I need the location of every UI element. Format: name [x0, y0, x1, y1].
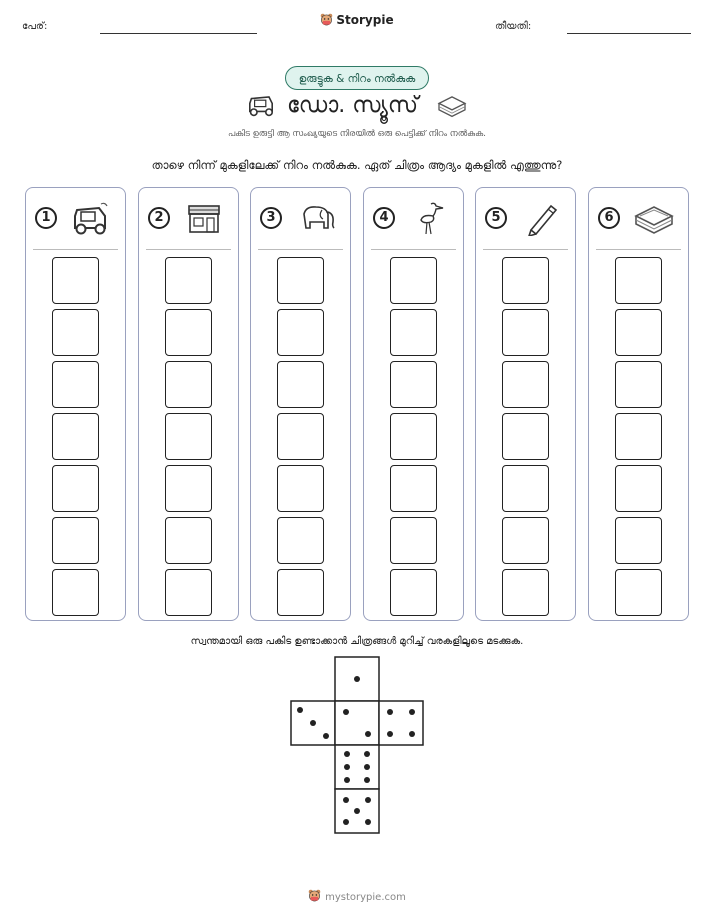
- color-box[interactable]: [502, 517, 549, 564]
- storypie-bear-icon: [320, 13, 333, 26]
- dice-pip: [387, 731, 393, 737]
- color-box[interactable]: [165, 361, 212, 408]
- date-label: തീയതി:: [495, 21, 532, 32]
- color-box[interactable]: [165, 309, 212, 356]
- dice-pip: [344, 751, 350, 757]
- name-line[interactable]: [100, 33, 257, 34]
- color-box[interactable]: [52, 465, 99, 512]
- color-box[interactable]: [277, 413, 324, 460]
- color-box[interactable]: [52, 257, 99, 304]
- dice-pip: [323, 733, 329, 739]
- dice-pip: [364, 777, 370, 783]
- color-box[interactable]: [615, 309, 662, 356]
- color-box[interactable]: [165, 257, 212, 304]
- dice-pip: [387, 709, 393, 715]
- dice-pip: [364, 751, 370, 757]
- column-divider: [258, 249, 343, 250]
- color-box[interactable]: [390, 517, 437, 564]
- boxing-ring-icon: [634, 200, 674, 236]
- column-divider: [483, 249, 568, 250]
- dice-pip: [354, 808, 360, 814]
- color-box[interactable]: [390, 309, 437, 356]
- brand-name: Storypie: [336, 13, 394, 27]
- pencil-icon: [521, 200, 561, 236]
- color-box[interactable]: [615, 361, 662, 408]
- color-box[interactable]: [615, 465, 662, 512]
- dice-pip: [354, 676, 360, 682]
- column-number: 1: [35, 207, 57, 229]
- dice-pip: [344, 777, 350, 783]
- color-box[interactable]: [502, 569, 549, 616]
- column-number: 6: [598, 207, 620, 229]
- column-3: [250, 187, 351, 621]
- worksheet-subtitle: പകിട ഉരുട്ടി ആ സംഖ്യയുടെ നിരയിൽ ഒരു പെട്ടിക്ക് നിറം നൽകുക.: [228, 129, 486, 139]
- dice-instruction: സ്വന്തമായി ഒരു പകിട ഉണ്ടാക്കാൻ ചിത്രങ്ങൾ മുറിച്ച് വരകളിലൂടെ മടക്കുക.: [190, 636, 524, 647]
- elephant-icon: [296, 200, 336, 236]
- storypie-bear-icon: [308, 889, 321, 902]
- color-box[interactable]: [390, 361, 437, 408]
- auto-rickshaw-icon: [245, 92, 277, 118]
- stork-icon: [409, 200, 449, 236]
- name-label: പേര്:: [22, 21, 48, 32]
- color-box[interactable]: [165, 569, 212, 616]
- color-box[interactable]: [390, 465, 437, 512]
- dice-net: [290, 656, 426, 836]
- column-5: [475, 187, 576, 621]
- dice-pip: [365, 731, 371, 737]
- color-box[interactable]: [615, 569, 662, 616]
- color-box[interactable]: [390, 413, 437, 460]
- date-line[interactable]: [567, 33, 691, 34]
- column-2: [138, 187, 239, 621]
- column-divider: [33, 249, 118, 250]
- footer-url[interactable]: mystorypie.com: [325, 892, 406, 903]
- column-divider: [371, 249, 456, 250]
- worksheet-title-row: [0, 92, 714, 118]
- color-box[interactable]: [502, 413, 549, 460]
- auto-rickshaw-icon: [71, 200, 111, 236]
- dice-pip: [344, 764, 350, 770]
- activity-badge: ഉരുട്ടുക & നിറം നൽകുക: [285, 66, 429, 90]
- color-box[interactable]: [277, 569, 324, 616]
- color-box[interactable]: [615, 413, 662, 460]
- dice-pip: [297, 707, 303, 713]
- dice-pip: [364, 764, 370, 770]
- dice-face-two: [335, 701, 379, 745]
- color-box[interactable]: [277, 361, 324, 408]
- color-box[interactable]: [277, 309, 324, 356]
- worksheet-question: താഴെ നിന്ന് മുകളിലേക്ക് നിറം നൽകുക. ഏത് ചിത്രം ആദ്യം മുകളിൽ എത്തുന്നു?: [151, 158, 563, 172]
- dice-pip: [343, 819, 349, 825]
- dice-pip: [365, 797, 371, 803]
- color-box[interactable]: [277, 517, 324, 564]
- color-box[interactable]: [390, 569, 437, 616]
- dice-pip: [343, 797, 349, 803]
- column-1: [25, 187, 126, 621]
- column-4: [363, 187, 464, 621]
- dice-face-four: [379, 701, 423, 745]
- dice-face-six: [335, 745, 379, 789]
- column-6: [588, 187, 689, 621]
- worksheet-title: ഡോ. സ്യൂസ്: [286, 93, 419, 118]
- column-divider: [146, 249, 231, 250]
- footer: [0, 889, 714, 903]
- column-number: 3: [260, 207, 282, 229]
- column-divider: [596, 249, 681, 250]
- color-box[interactable]: [165, 517, 212, 564]
- color-box[interactable]: [502, 465, 549, 512]
- boxing-ring-icon: [435, 92, 469, 118]
- column-number: 2: [148, 207, 170, 229]
- color-box[interactable]: [615, 257, 662, 304]
- color-box[interactable]: [502, 361, 549, 408]
- column-number: 5: [485, 207, 507, 229]
- color-box[interactable]: [390, 257, 437, 304]
- color-box[interactable]: [502, 257, 549, 304]
- shop-icon: [184, 200, 224, 236]
- color-box[interactable]: [277, 257, 324, 304]
- color-box[interactable]: [52, 309, 99, 356]
- column-number: 4: [373, 207, 395, 229]
- color-box[interactable]: [615, 517, 662, 564]
- dice-pip: [365, 819, 371, 825]
- dice-pip: [310, 720, 316, 726]
- color-box[interactable]: [165, 413, 212, 460]
- color-box[interactable]: [277, 465, 324, 512]
- brand-logo: [0, 13, 714, 27]
- color-box[interactable]: [165, 465, 212, 512]
- dice-pip: [343, 709, 349, 715]
- color-box[interactable]: [52, 413, 99, 460]
- color-box[interactable]: [502, 309, 549, 356]
- color-box[interactable]: [52, 569, 99, 616]
- color-box[interactable]: [52, 517, 99, 564]
- color-box[interactable]: [52, 361, 99, 408]
- dice-pip: [409, 709, 415, 715]
- dice-pip: [409, 731, 415, 737]
